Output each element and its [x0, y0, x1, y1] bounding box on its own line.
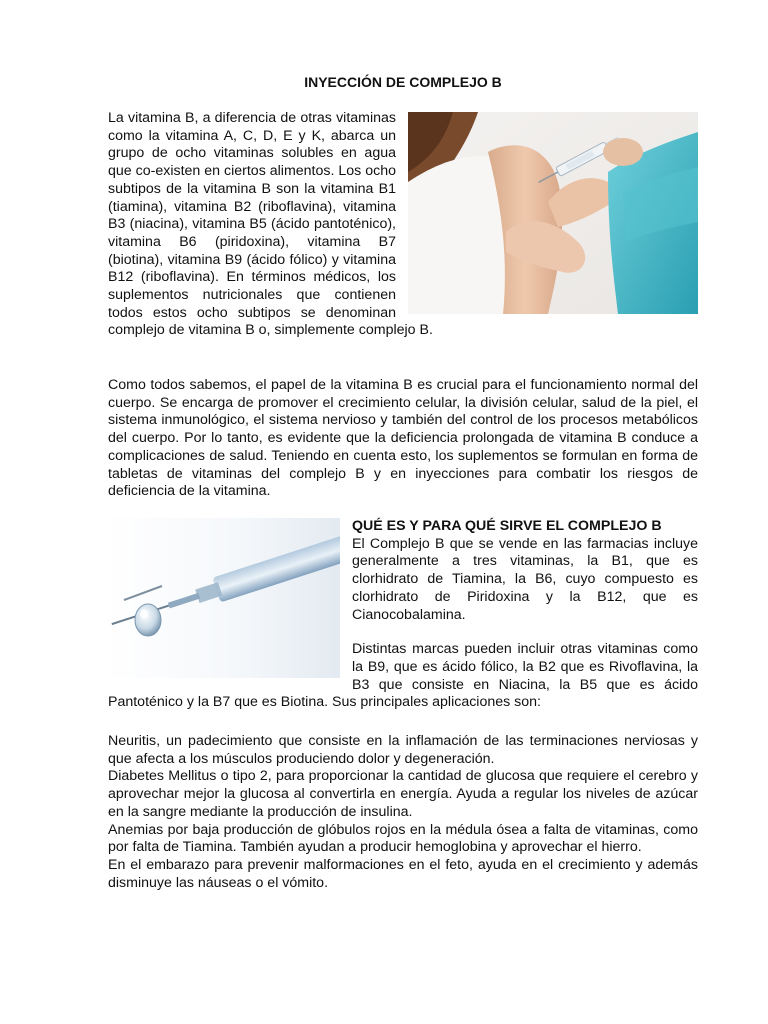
- what-is-section: [108, 518, 698, 712]
- application-item: Anemias por baja producción de glóbulos rojos en la médula ósea a falta de vitaminas, como por falta de Tiamina. También ayudan a producir hemoglobina y aprovechar el hierro.: [108, 821, 698, 856]
- page-title: INYECCIÓN DE COMPLEJO B: [304, 74, 502, 90]
- what-is-paragraph: El Complejo B que se vende en las farmacias incluye generalmente a tres vitaminas, la B1, que es clorhidrato de Tiamina, la B6, cuyo compuesto es clorhidrato de Piridoxina y la B12, que es Cianocobalamina.: [352, 535, 698, 623]
- role-paragraph: Como todos sabemos, el papel de la vitamina B es crucial para el funcionamiento normal del cuerpo. Se encarga de promover el crecimiento celular, la división celular, salud de la piel, el sistema inmunológico, el sistema nervioso y también del control de los procesos metabólicos del cuerpo. Por lo tanto, es evidente que la deficiencia prolongada de vitamina B conduce a complicaciones de salud. Teniendo en cuenta esto, los suplementos se formulan en forma de tabletas de vitaminas del complejo B y en inyecciones para combatir los riesgos de deficiencia de la vitamina.: [108, 377, 698, 500]
- intro-paragraph: La vitamina B, a diferencia de otras vitaminas como la vitamina A, C, D, E y K, abarca un grupo de ocho vitaminas solubles en agua que co-existen en ciertos alimentos. Los ocho subtipos de la vitamina B son la vitamina B1 (tiamina), vitamina B2 (riboflavina), vitamina B3 (niacina), vitamina B5 (ácido pantoténico), vitamina B6 (piridoxina), vitamina B7 (biotina), vitamina B9 (ácido fólico) y vitamina B12 (riboflavina). En términos médicos, los suplementos nutricionales que contienen todos estos ocho subtipos se denominan complejo de vitamina B o, simplemente complejo B.: [108, 110, 433, 339]
- syringe-photo: [104, 518, 340, 678]
- injection-photo: [408, 112, 698, 314]
- brands-paragraph: Distintas marcas pueden incluir otras vitaminas como la B9, que es ácido fólico, la B2 que es Rivoflavina, la B3 que consiste en Niacina, la B5 que es ácido Pantoténico y la B7 que es Biotina. Sus principales aplicaciones son:: [108, 641, 698, 711]
- section-title: QUÉ ES Y PARA QUÉ SIRVE EL COMPLEJO B: [352, 518, 662, 534]
- injection-in-arm-image: [408, 112, 698, 314]
- application-item: En el embarazo para prevenir malformaciones en el feto, ayuda en el crecimiento y además disminuye las náuseas o el vómito.: [108, 856, 698, 891]
- application-item: Neuritis, un padecimiento que consiste en la inflamación de las terminaciones nerviosas y que afecta a los músculos produciendo dolor y degeneración.: [108, 733, 698, 767]
- applications-list: [108, 733, 698, 892]
- intro-section: [108, 110, 698, 340]
- syringe-needle-drop-image: [104, 518, 340, 678]
- application-item: Diabetes Mellitus o tipo 2, para proporcionar la cantidad de glucosa que requiere el cerebro y aprovechar mejor la glucosa al convertirla en energía. Ayuda a regular los niveles de azúcar en la sangre mediante la producción de insulina.: [108, 768, 698, 820]
- role-section: [108, 377, 698, 501]
